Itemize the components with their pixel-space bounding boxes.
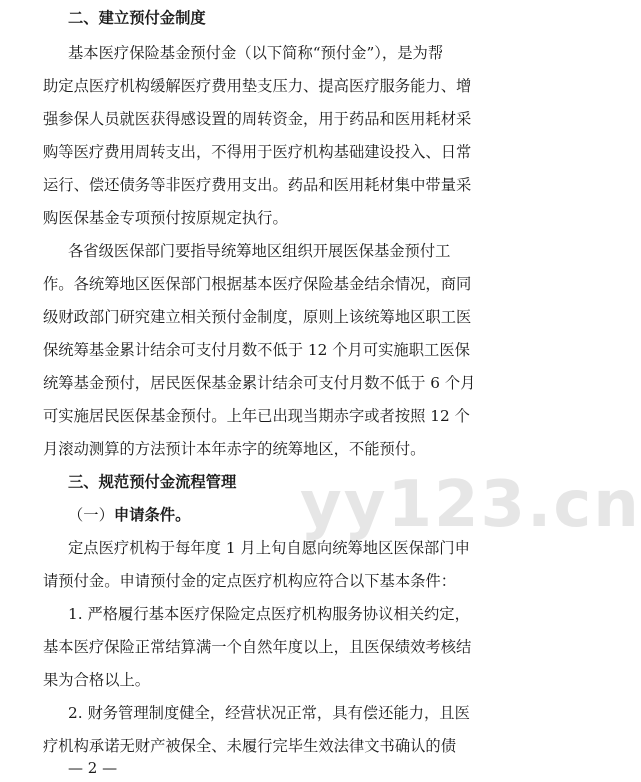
paragraph-line: 果为合格以上。 bbox=[43, 671, 151, 689]
paragraph-line: 保统筹基金累计结余可支付月数不低于 12 个月可实施职工医保 bbox=[43, 341, 470, 359]
paragraph-line: 疗机构承诺无财产被保全、未履行完毕生效法律文书确认的债 bbox=[43, 737, 457, 755]
paragraph-line: 定点医疗机构于每年度 1 月上旬自愿向统筹地区医保部门申 bbox=[68, 539, 470, 557]
paragraph-line: 助定点医疗机构缓解医疗费用垫支压力、提高医疗服务能力、增 bbox=[43, 77, 472, 95]
paragraph-line: 各省级医保部门要指导统筹地区组织开展医保基金预付工 bbox=[68, 242, 451, 260]
paragraph-line: 作。各统筹地区医保部门根据基本医疗保险基金结余情况，商同 bbox=[43, 275, 472, 293]
paragraph-line: 级财政部门研究建立相关预付金制度，原则上该统筹地区职工医 bbox=[43, 308, 472, 326]
subsection-title: 申请条件。 bbox=[113, 506, 191, 524]
paragraph-line: 购医保基金专项预付按原规定执行。 bbox=[43, 209, 288, 227]
paragraph-line: 可实施居民医保基金预付。上年已出现当期赤字或者按照 12 个 bbox=[43, 407, 470, 425]
watermark: yy123.cn bbox=[300, 468, 641, 542]
subsection-heading bbox=[0, 500, 548, 530]
subsection-number: （一） bbox=[68, 506, 114, 524]
page-number: — 2 — bbox=[68, 759, 118, 777]
paragraph-line: 基本医疗保险基金预付金（以下简称“预付金”），是为帮 bbox=[68, 44, 444, 62]
paragraph-line: 购等医疗费用周转支出，不得用于医疗机构基础建设投入、日常 bbox=[43, 143, 472, 161]
section-heading-3 bbox=[0, 467, 548, 497]
paragraph-line: 月滚动测算的方法预计本年赤字的统筹地区，不能预付。 bbox=[43, 440, 426, 458]
paragraph-line: 运行、偿还债务等非医疗费用支出。药品和医用耗材集中带量采 bbox=[43, 176, 472, 194]
paragraph-line: 2. 财务管理制度健全，经营状况正常，具有偿还能力，且医 bbox=[68, 704, 470, 722]
section-heading-3-text: 三、规范预付金流程管理 bbox=[68, 473, 237, 491]
paragraph-line: 基本医疗保险正常结算满一个自然年度以上，且医保绩效考核结 bbox=[43, 638, 472, 656]
section-heading-2 bbox=[0, 3, 548, 33]
paragraph-line: 1. 严格履行基本医疗保险定点医疗机构服务协议相关约定， bbox=[68, 605, 470, 623]
paragraph-line: 请预付金。申请预付金的定点医疗机构应符合以下基本条件： bbox=[43, 572, 457, 590]
section-heading-2-text: 二、建立预付金制度 bbox=[68, 9, 206, 27]
paragraph-line: 统筹基金预付，居民医保基金累计结余可支付月数不低于 6 个月 bbox=[43, 374, 476, 392]
paragraph-line: 强参保人员就医获得感设置的周转资金，用于药品和医用耗材采 bbox=[43, 110, 472, 128]
